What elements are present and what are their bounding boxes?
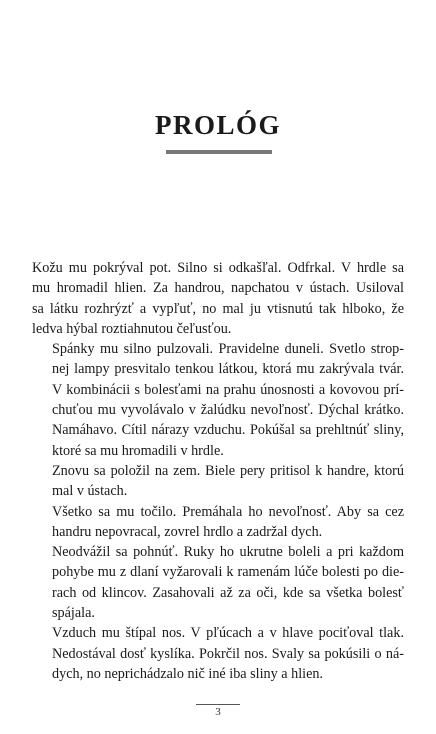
text-line: nej lampy presvitalo tenkou látkou, ktorá mu zakrývala tvár. xyxy=(52,361,404,378)
text-line: Znovu sa položil na zem. Biele pery pritisol k handre, ktorú xyxy=(52,462,404,479)
text-line: Spánky mu silno pulzovali. Pravidelne duneli. Svetlo strop- xyxy=(52,341,404,358)
text-line: ktoré sa mu hromadili v hrdle. xyxy=(52,442,224,459)
paragraph xyxy=(32,461,404,502)
paragraph xyxy=(32,502,404,543)
text-line: pohybe mu z dlaní vyžarovali k ramenám lúče bolesti po die- xyxy=(52,564,404,581)
text-line: mu hromadil hlien. Za handrou, napchatou v ústach. Usiloval xyxy=(32,280,404,297)
footer-rule xyxy=(196,704,240,705)
paragraph xyxy=(32,339,404,461)
text-line: chuťou mu vyvolávalo v žalúdku nevoľnosť. Dýchal krátko. xyxy=(52,402,404,419)
text-line: V kombinácii s bolesťami na prahu únosnosti a kovovou prí- xyxy=(52,381,404,398)
body-text xyxy=(32,258,404,684)
text-line: Vzduch mu štípal nos. V pľúcach a v hlave pociťoval tlak. xyxy=(52,625,404,642)
paragraph xyxy=(32,258,404,339)
text-line: rach od klincov. Zasahovali až za oči, kde sa všetka bolesť xyxy=(52,584,404,601)
chapter-title: PROLÓG xyxy=(154,110,281,140)
paragraph xyxy=(32,542,404,623)
text-line: Nedostával dosť kyslíka. Pokrčil nos. Svaly sa pokúsili o ná- xyxy=(52,645,404,662)
text-line: Neodvážil sa pohnúť. Ruky ho ukrutne boleli a pri každom xyxy=(52,544,404,561)
text-line: handru nepovracal, zovrel hrdlo a zadržal dych. xyxy=(52,523,323,540)
chapter-title-underline xyxy=(166,150,272,154)
text-line: Namáhavo. Cítil nárazy vzduchu. Pokúšal sa prehltnúť sliny, xyxy=(52,422,404,439)
text-line: ledva hýbal roztiahnutou čeľusťou. xyxy=(32,320,232,337)
text-line: mal v ústach. xyxy=(52,483,128,500)
text-line: Kožu mu pokrýval pot. Silno si odkašľal. Odfrkal. V hrdle sa xyxy=(32,260,404,276)
text-line: dych, no neprichádzalo nič iné iba sliny a hlien. xyxy=(52,665,324,682)
text-line: Všetko sa mu točilo. Premáhala ho nevoľnosť. Aby sa cez xyxy=(52,503,404,520)
paragraph xyxy=(32,623,404,684)
text-line: sa látku rozhrýzť a vypľuť, no mal ju vtisnutú tak hlboko, že xyxy=(32,300,404,317)
text-line: spájala. xyxy=(52,605,95,622)
page-number: 3 xyxy=(215,706,221,718)
